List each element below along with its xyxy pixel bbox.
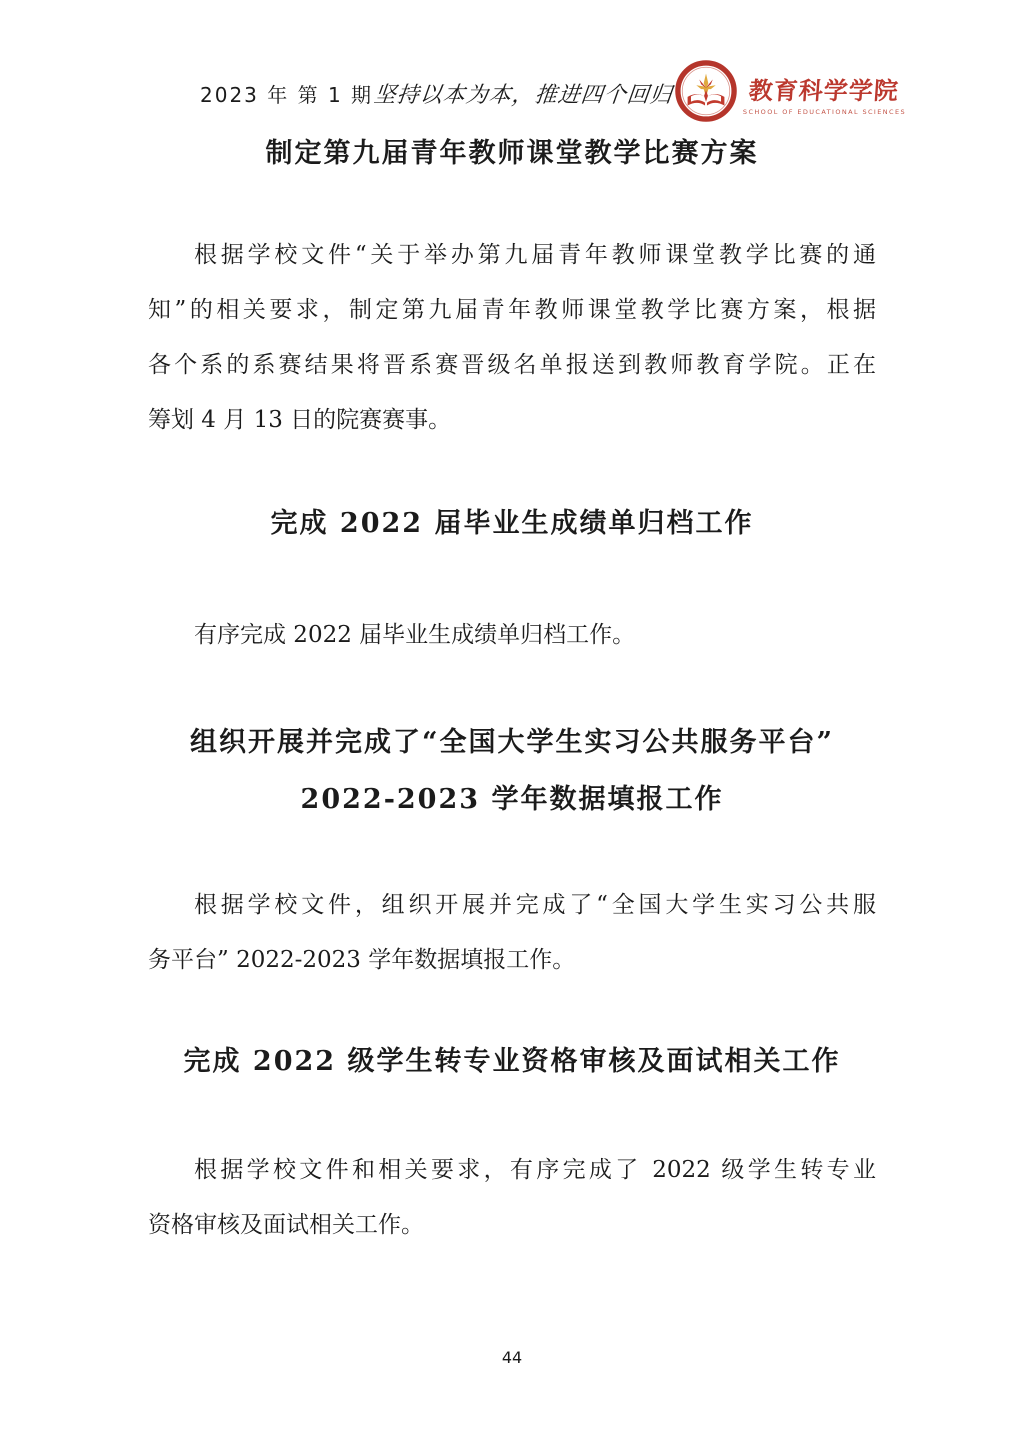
document-content: [148, 136, 876, 1253]
paragraph-line: 有序完成 2022 届毕业生成绩单归档工作。: [194, 622, 636, 648]
paragraph-line: 根据学校文件“关于举办第九届青年教师课堂教学比赛的通: [194, 242, 876, 268]
section-title-2: [148, 506, 876, 542]
paragraph-line: 各个系的系赛结果将晋系赛晋级名单报送到教师教育学院。正在: [148, 352, 876, 378]
section-paragraph-2: [148, 608, 876, 663]
section-title-line: 制定第九届青年教师课堂教学比赛方案: [265, 138, 759, 169]
section-paragraph-4: [148, 1143, 876, 1253]
section-paragraph-3: [148, 878, 876, 988]
section-title-line: 组织开展并完成了“全国大学生实习公共服务平台”: [189, 727, 835, 758]
paragraph-line: 资格审核及面试相关工作。: [148, 1212, 424, 1238]
section-paragraph-1: [148, 228, 876, 448]
page-header: [0, 60, 1024, 126]
header-motto: 坚持以本为本，推进四个回归: [372, 82, 675, 108]
school-logo-text: [743, 71, 906, 116]
section-title-line: 完成 2022 级学生转专业资格审核及面试相关工作: [183, 1046, 841, 1077]
school-name-en: SCHOOL OF EDUCATIONAL SCIENCES: [742, 107, 906, 116]
issue-label: 2023 年 第 1 期: [200, 82, 374, 107]
paragraph-line: 务平台” 2022-2023 学年数据填报工作。: [148, 947, 576, 973]
paragraph-line: 根据学校文件，组织开展并完成了“全国大学生实习公共服: [194, 892, 876, 918]
paragraph-line: 根据学校文件和相关要求，有序完成了 2022 级学生转专业: [194, 1157, 876, 1183]
section-title-4: [148, 1044, 876, 1080]
school-name-cn: 教育科学学院: [748, 75, 901, 105]
section-title-1: [148, 136, 876, 172]
school-logo: [675, 60, 906, 126]
section-title-line: 2022-2023 学年数据填报工作: [300, 784, 724, 815]
paragraph-line: 知”的相关要求，制定第九届青年教师课堂教学比赛方案，根据: [148, 297, 876, 323]
section-title-3: [148, 714, 876, 828]
paragraph-line: 筹划 4 月 13 日的院赛赛事。: [148, 407, 452, 433]
school-emblem-icon: [675, 60, 737, 126]
section-title-line: 完成 2022 届毕业生成绩单归档工作: [270, 508, 754, 539]
page-footer: [0, 1348, 1024, 1367]
page-number: 44: [501, 1348, 523, 1367]
